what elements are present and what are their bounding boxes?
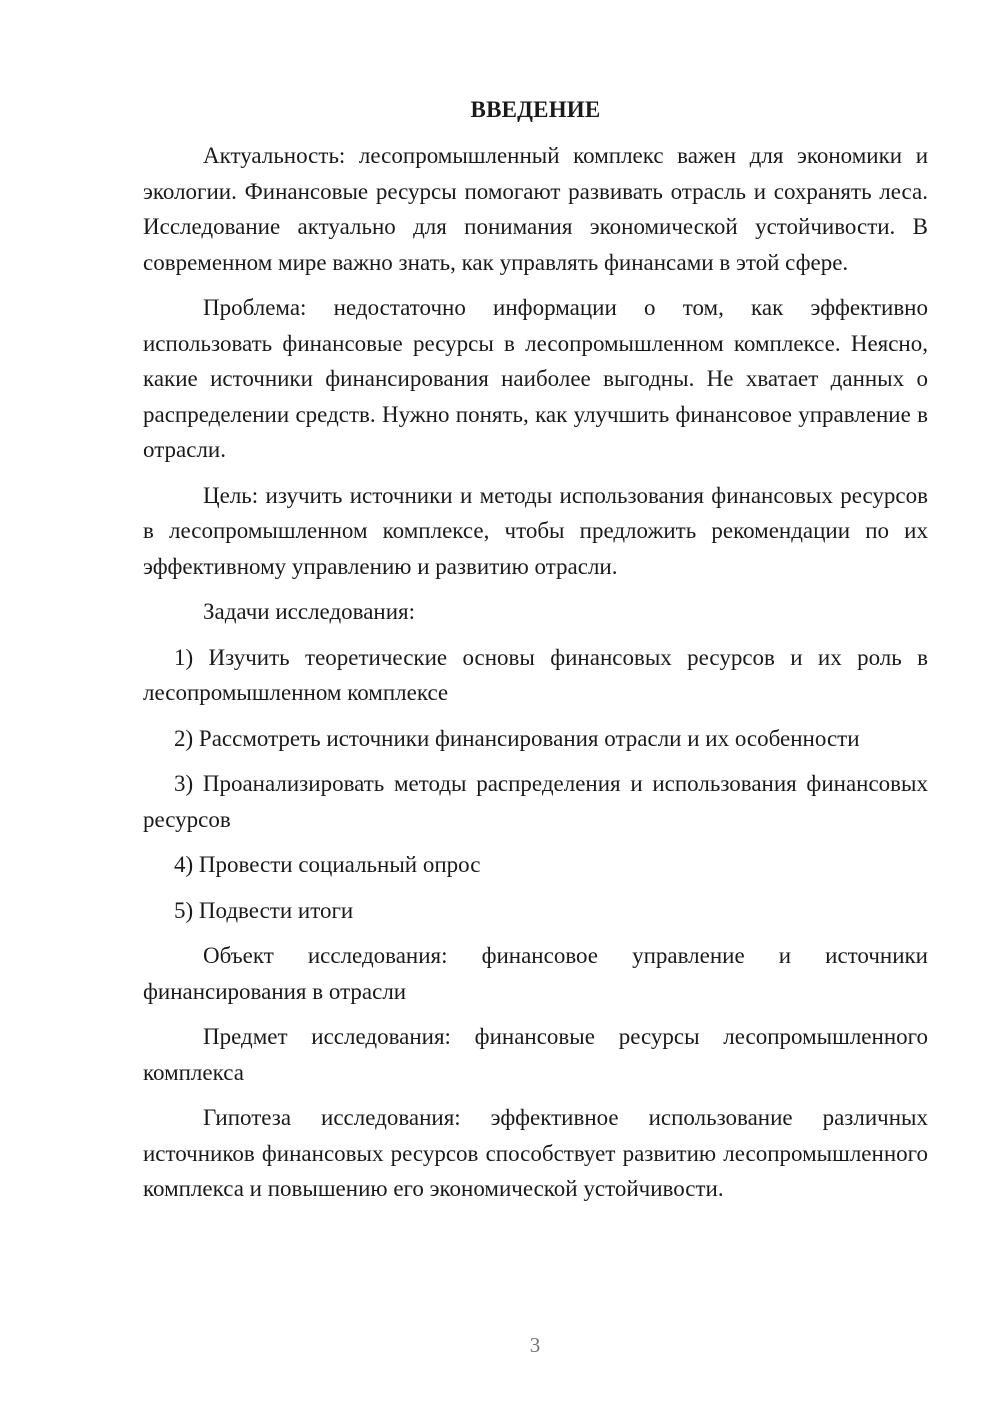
goal-paragraph: Цель: изучить источники и методы использования финансовых ресурсов в лесопромышленном комплексе, чтобы предложить рекомендации по их эффективному управлению и развитию отрасли. [143, 482, 928, 579]
hypothesis-paragraph: Гипотеза исследования: эффективное использование различных источников финансовых ресурсов способствует развитию лесопромышленного комплекса и повышению его экономической устойчивости. [143, 1105, 928, 1201]
section-title: ВВЕДЕНИЕ [470, 97, 601, 122]
page-content [143, 92, 928, 1207]
problem-paragraph: Проблема: недостаточно информации о том, как эффективно использовать финансовые ресурсы в лесопромышленном комплексе. Неясно, какие источники финансирования наиболее выгодны. Не хватает данных о распределении средств. Нужно понять, как улучшить финансовое управление в отрасли. [143, 295, 928, 462]
tasks-heading: Задачи исследования: [203, 599, 416, 624]
task-item-5: 5) Подвести итоги [174, 897, 354, 923]
task-item-1: 1) Изучить теоретические основы финансовых ресурсов и их роль в лесопромышленном комплексе [143, 644, 928, 705]
task-item-4: 4) Провести социальный опрос [174, 852, 481, 877]
page-number: 3 [529, 1333, 541, 1357]
task-item-3: 3) Проанализировать методы распределения и использования финансовых ресурсов [143, 771, 928, 832]
object-paragraph: Объект исследования: финансовое управление и источники финансирования в отрасли [143, 943, 928, 1004]
task-item-2: 2) Рассмотреть источники финансирования отрасли и их особенности [174, 725, 860, 751]
relevance-paragraph: Актуальность: лесопромышленный комплекс важен для экономики и экологии. Финансовые ресурсы помогают развивать отрасль и сохранять леса. Исследование актуально для понимания экономической устойчивости. В современном мире важно знать, как управлять финансами в этой сфере. [143, 143, 928, 275]
subject-paragraph: Предмет исследования: финансовые ресурсы лесопромышленного комплекса [143, 1024, 928, 1085]
